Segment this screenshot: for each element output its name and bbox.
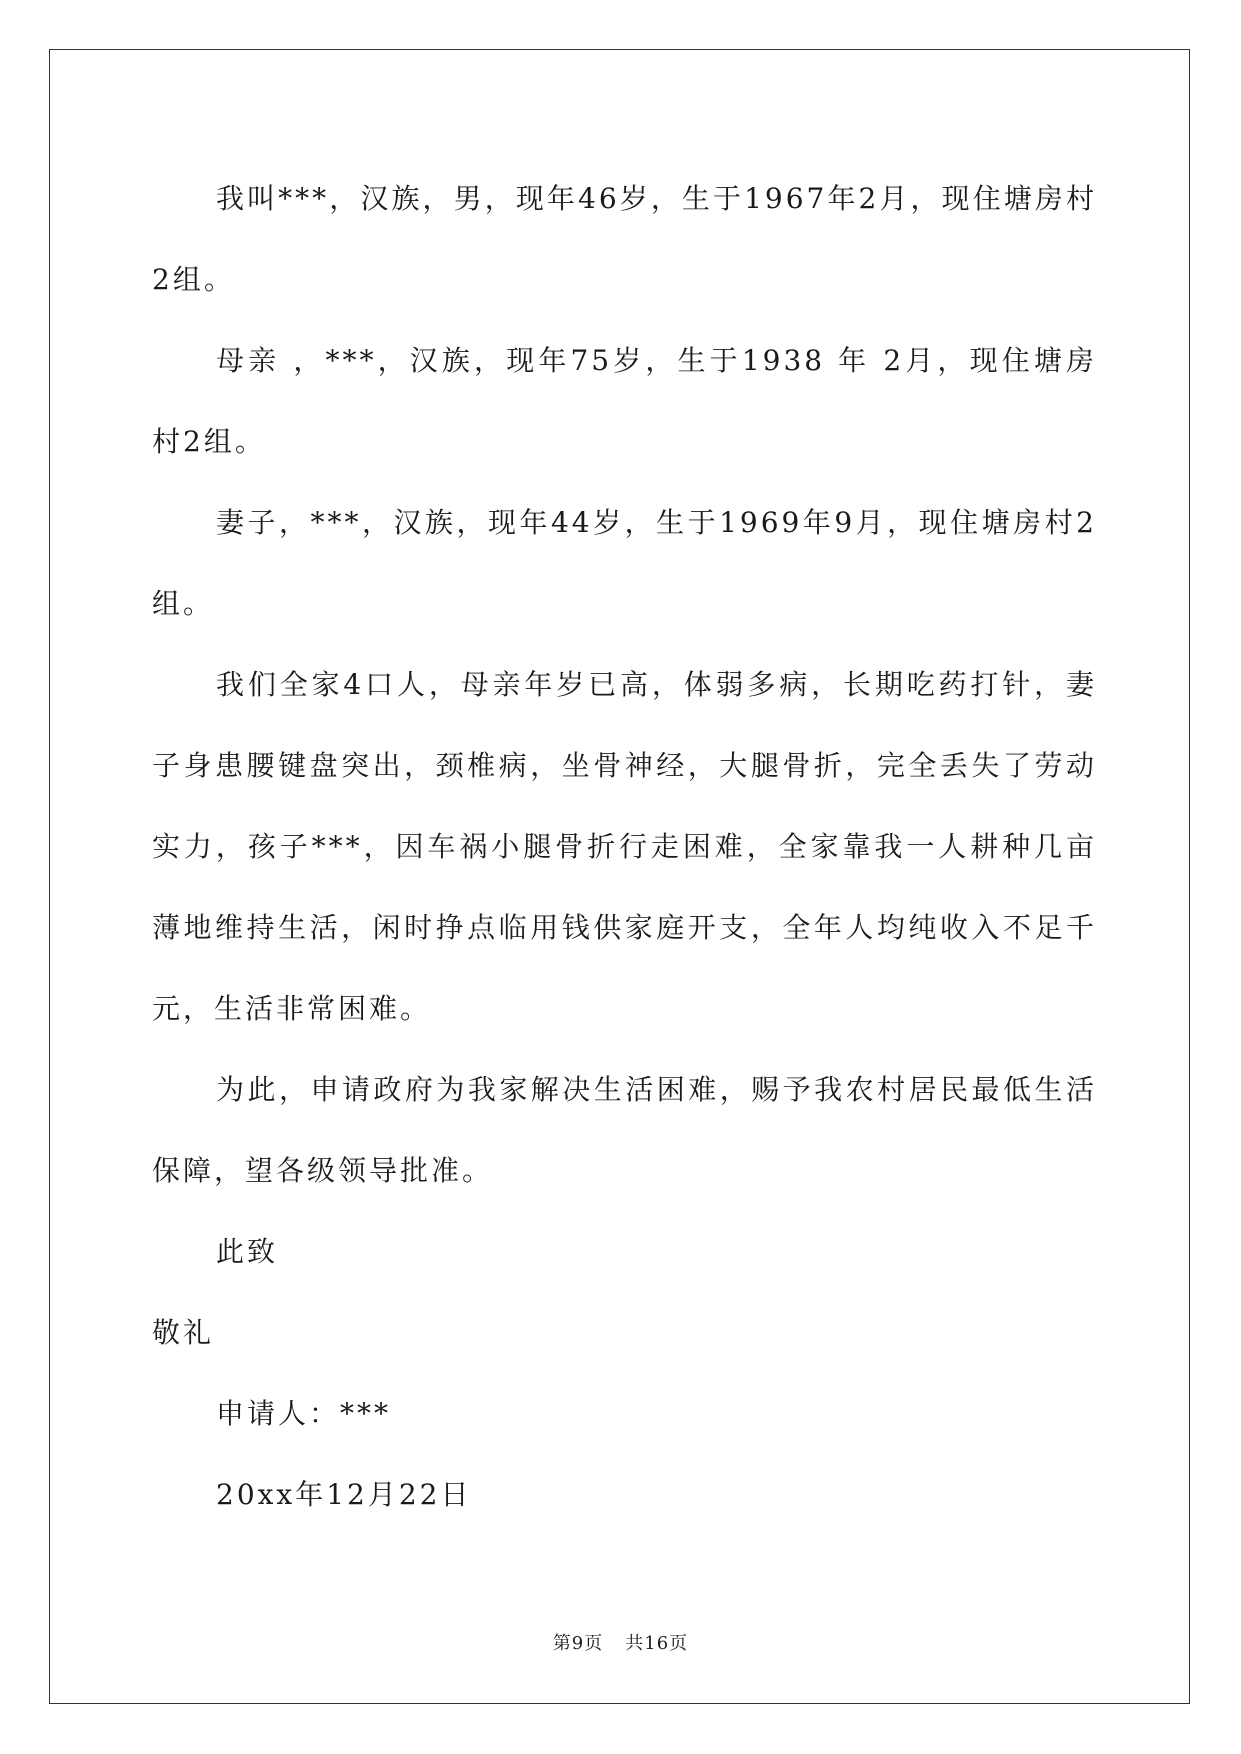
paragraph-mother-info: 母亲 ，***，汉族，现年75岁，生于1938 年 2月，现住塘房村2组。 [152, 344, 1097, 458]
paragraph-family-situation: 我们全家4口人，母亲年岁已高，体弱多病，长期吃药打针，妻子身患腰键盘突出，颈椎病，坐骨神经，大腿骨折，完全丢失了劳动实力，孩子***，因车祸小腿骨折行走困难，全家靠我一人耕种几亩薄地维持生活，闲时挣点临用钱供家庭开支，全年人均纯收入不足千元，生活非常困难。 [152, 668, 1097, 1025]
paragraph-self-info: 我叫***，汉族，男，现年46岁，生于1967年2月，现住塘房村2组。 [152, 182, 1097, 296]
paragraph-wife-info: 妻子，***，汉族，现年44岁，生于1969年9月，现住塘房村2组。 [152, 506, 1097, 620]
letter-body [152, 158, 1097, 1535]
date-line: 20xx年12月22日 [216, 1478, 472, 1511]
page-footer [0, 1629, 1241, 1655]
paragraph-request: 为此，申请政府为我家解决生活困难，赐予我农村居民最低生活保障，望各级领导批准。 [152, 1073, 1097, 1187]
salutation-jingli: 敬礼 [152, 1316, 215, 1349]
applicant-line: 申请人：*** [216, 1397, 392, 1430]
closing-cizhi: 此致 [216, 1235, 279, 1268]
page-number: 第9页 [552, 1633, 604, 1654]
page-total: 共16页 [625, 1633, 689, 1654]
